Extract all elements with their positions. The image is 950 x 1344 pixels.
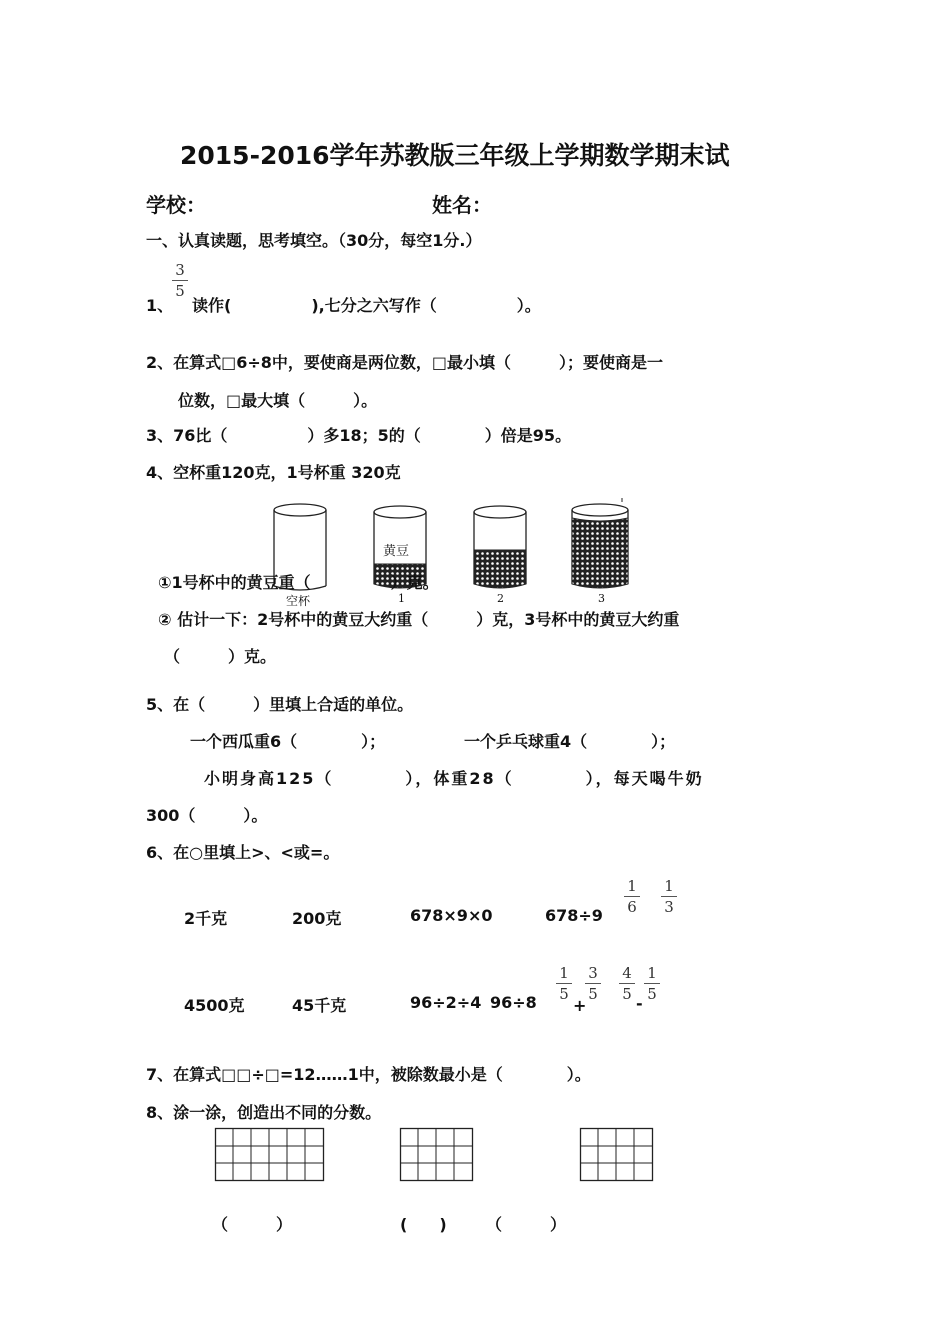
q6-r2-item-3: 96÷2÷4 — [410, 993, 482, 1012]
q6-r2-item-4: 96÷8 — [490, 993, 537, 1012]
q4-line-1: 4、空杯重120克，1号杯重 320克 — [146, 463, 401, 482]
q8-answer-3[interactable]: （ ） — [486, 1215, 567, 1234]
q6-r2-fraction-1 — [556, 964, 572, 1003]
q6-r1-item-4: 678÷9 — [545, 906, 603, 925]
q5-watermelon: 一个西瓜重6（ ）； — [190, 732, 386, 751]
fraction-denominator: 6 — [627, 898, 637, 916]
minus-sign: - — [636, 994, 643, 1013]
q5-xiaoming: 小明身高125（ ），体重28（ ），每天喝牛奶 — [204, 769, 704, 788]
plus-sign: + — [573, 996, 587, 1015]
fraction-numerator: 1 — [559, 964, 569, 982]
cup-1-number: 1 — [398, 592, 405, 605]
fraction-numerator: 4 — [622, 964, 632, 982]
fraction-denominator: 5 — [588, 985, 598, 1003]
q6-r1-item-2: 200克 — [292, 909, 342, 928]
school-label: 学校： — [146, 193, 206, 217]
cup-2-number: 2 — [497, 592, 504, 605]
cups-illustration — [260, 496, 640, 612]
fraction-denominator: 5 — [622, 985, 632, 1003]
cup-3 — [572, 498, 628, 588]
fraction-numerator: 3 — [175, 261, 185, 279]
q6-r2-item-1: 4500克 — [184, 996, 245, 1015]
q4-sub-2: ② 估计一下：2号杯中的黄豆大约重（ ）克，3号杯中的黄豆大约重 — [158, 610, 680, 629]
q4-sub-2-cont: （ ）克。 — [164, 647, 277, 666]
cup-2 — [474, 506, 526, 588]
fraction-denominator: 5 — [175, 282, 185, 300]
q5-milk: 300（ ）。 — [146, 806, 268, 825]
q1-text: 读作( ),七分之六写作（ ）。 — [192, 296, 541, 315]
cup-1-label: 黄豆 — [383, 544, 410, 559]
name-label: 姓名： — [432, 193, 492, 217]
q1-number: 1、 — [146, 296, 174, 315]
page-title: 2015-2016学年苏教版三年级上学期数学期末试 — [180, 141, 730, 170]
empty-cup-label: 空杯 — [286, 594, 311, 608]
q1-fraction — [172, 261, 188, 300]
q6-r2-fraction-3 — [619, 964, 635, 1003]
fraction-denominator: 5 — [559, 985, 569, 1003]
fraction-grid-1[interactable] — [215, 1128, 325, 1182]
fraction-denominator: 3 — [664, 898, 674, 916]
q8-answer-1[interactable]: （ ） — [212, 1215, 293, 1234]
q5-line-1: 5、在（ ）里填上合适的单位。 — [146, 695, 414, 714]
q2-line-2: 位数，□最大填（ ）。 — [178, 391, 378, 410]
q6-r1-fraction-2 — [661, 877, 677, 916]
fraction-numerator: 1 — [647, 964, 657, 982]
fraction-grid-2[interactable] — [400, 1128, 474, 1182]
q4-sub-1: ①1号杯中的黄豆重（ ）克。 — [158, 573, 439, 592]
q2-line-1: 2、在算式□6÷8中，要使商是两位数，□最小填（ ）；要使商是一 — [146, 353, 664, 372]
q6-r2-item-2: 45千克 — [292, 996, 347, 1015]
fraction-numerator: 1 — [664, 877, 674, 895]
fraction-numerator: 3 — [588, 964, 598, 982]
q8-answer-2[interactable]: ( ) — [400, 1215, 447, 1234]
section-1-heading: 一、认真读题，思考填空。（30分，每空1分.） — [146, 231, 482, 250]
q6-r1-fraction-1 — [624, 877, 640, 916]
q6-r1-item-1: 2千克 — [184, 909, 228, 928]
q8-line-1: 8、涂一涂，创造出不同的分数。 — [146, 1103, 382, 1122]
q6-r2-fraction-2 — [585, 964, 601, 1003]
q6-r1-item-3: 678×9×0 — [410, 906, 493, 925]
cup-3-number: 3 — [598, 592, 605, 605]
fraction-numerator: 1 — [627, 877, 637, 895]
q7-text: 7、在算式□□÷□=12……1中，被除数最小是（ ）。 — [146, 1065, 591, 1084]
fraction-grid-3[interactable] — [580, 1128, 654, 1182]
q5-pingpong: 一个乒乓球重4（ ）； — [464, 732, 676, 751]
q3-text: 3、76比（ ）多18；5的（ ）倍是95。 — [146, 426, 572, 445]
q6-r2-fraction-4 — [644, 964, 660, 1003]
fraction-denominator: 5 — [647, 985, 657, 1003]
q6-line-1: 6、在○里填上>、<或=。 — [146, 843, 340, 862]
